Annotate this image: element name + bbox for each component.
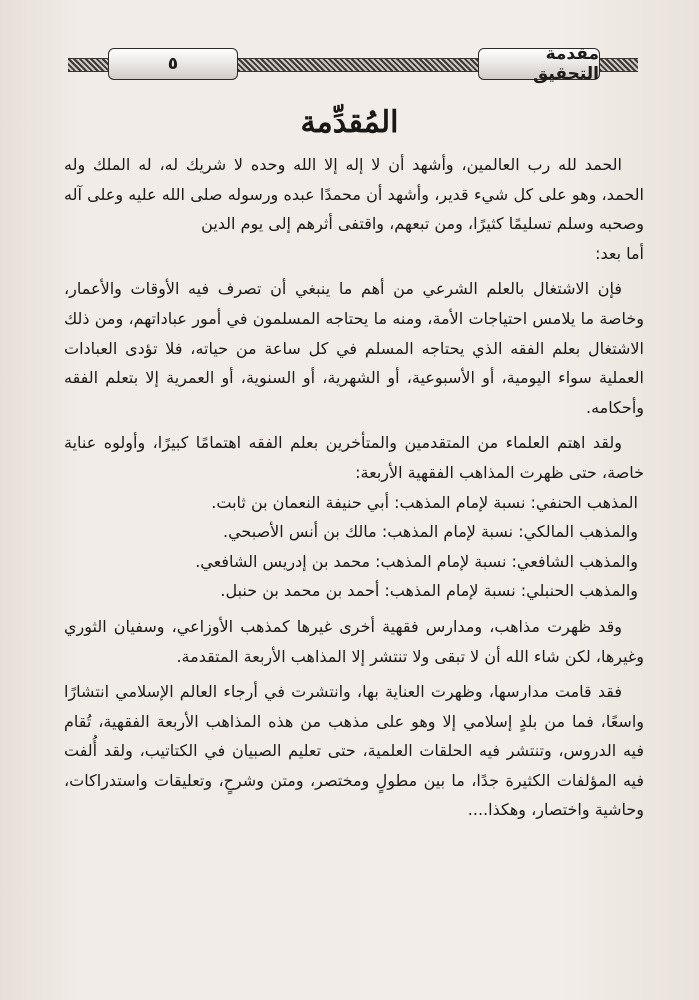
- page-number: ٥: [108, 48, 238, 80]
- list-item-maliki: والمذهب المالكي: نسبة لإمام المذهب: مالك بن أنس الأصبحي.: [223, 522, 638, 542]
- list-item-shafii: والمذهب الشافعي: نسبة لإمام المذهب: محمد بن إدريس الشافعي.: [195, 551, 638, 571]
- paragraph-opening: الحمد لله رب العالمين، وأشهد أن لا إله إلا الله وحده لا شريك له، له الملك وله الحمد، وهو على كل شيء قدير، وأشهد أن محمدًا عبده ورسوله صلى الله عليه وعلى آله وصحبه وسلم تسليمًا كثيرًا، ومن تبعهم، واقتفى أثرهم إلى يوم الدين: [64, 155, 644, 234]
- running-title: مقدمة التحقيق: [478, 48, 600, 80]
- paragraph-amma-bad: أما بعد:: [595, 243, 644, 263]
- paragraph-spread: فقد قامت مدارسها، وظهرت العناية بها، وانتشرت في أرجاء العالم الإسلامي انتشارًا واسعًا، فما من بلدٍ إسلامي إلا وهو على مذهب من هذه المذاهب الأربعة الفقهية، تُقام فيه الدروس، وتنتشر فيه الحلقات العلمية، حتى تعليم الصبيان في الكتاتيب، ولقد أُلفت فيه المؤلفات الكثيرة جدًا، ما بين مطولٍ ومختصر، ومتن وشرحٍ، وتعليقات واستدراكات، وحاشية واختصار، وهكذا....: [64, 682, 644, 820]
- header-ornament-middle: [238, 58, 478, 72]
- header-ornament-right: [600, 58, 638, 72]
- paragraph-ihtimam: ولقد اهتم العلماء من المتقدمين والمتأخرين بعلم الفقه اهتمامًا كبيرًا، وأولوه عناية خاصة، حتى ظهرت المذاهب الفقهية الأربعة:: [64, 433, 644, 482]
- paragraph-other-madhahib: وقد ظهرت مذاهب، ومدارس فقهية أخرى غيرها كمذهب الأوزاعي، وسفيان الثوري وغيرها، لكن شاء الله أن لا تبقى ولا تنتشر إلا المذاهب الأربعة المتقدمة.: [64, 616, 644, 666]
- paragraph-ishtighal: فإن الاشتغال بالعلم الشرعي من أهم ما ينبغي أن تصرف فيه الأوقات والأعمار، وخاصة ما يلامس احتياجات الأمة، ومنه ما يحتاجه المسلمون في أمور عباداتهم، ومن ذلك الاشتغال بعلم الفقه الذي يحتاجه المسلم في كل ساعة من حياته، فلا تؤدى العبادات العملية سواء اليومية، أو الأسبوعية، أو الشهرية، أو السنوية، أو العمرية إلا بتعلم الفقه وأحكامه.: [64, 279, 644, 417]
- body-text: [64, 150, 644, 825]
- list-item-hanafi: المذهب الحنفي: نسبة لإمام المذهب: أبي حنيفة النعمان بن ثابت.: [211, 492, 638, 512]
- running-header: [68, 44, 638, 84]
- chapter-heading: المُقدِّمة: [300, 105, 399, 140]
- list-item-hanbali: والمذهب الحنبلي: نسبة لإمام المذهب: أحمد بن محمد بن حنبل.: [220, 581, 638, 601]
- header-ornament-left: [68, 58, 108, 72]
